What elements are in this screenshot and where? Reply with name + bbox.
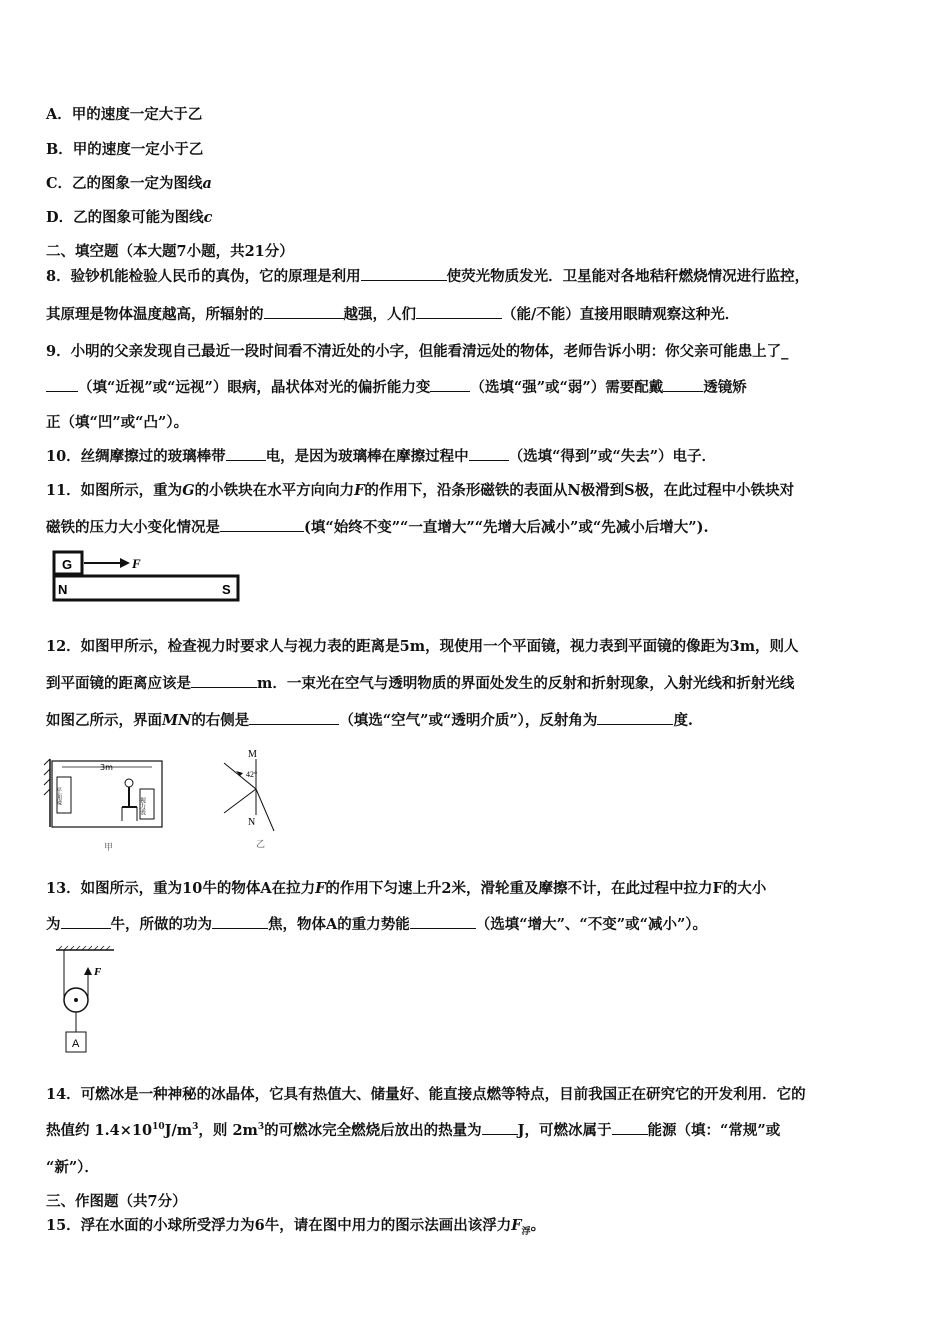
q13-blank2[interactable] (212, 914, 268, 929)
q14-line2: 热值约 $1.4\times 10^{10}J/m^3$，则 $2m^3$的可燃冰完全燃烧后放出的热量为 J，可燃冰属于 能源（填：“常规”或 (46, 1122, 781, 1139)
q13-line2: 为 牛，所做的功为 焦，物体A的重力势能 （选填“增大”、“不变”或“减小”）。 (46, 916, 708, 933)
person-head (125, 779, 133, 787)
q12-line3: 如图乙所示，界面MN的右侧是 （填选“空气”或“透明介质”），反射角为 度. (46, 712, 693, 729)
q9-blank2[interactable] (430, 377, 470, 392)
pulley-axle (74, 998, 78, 1002)
q14-blank2[interactable] (612, 1120, 648, 1135)
option-d: D．乙的图象可能为图线c (46, 209, 213, 226)
force-arrow-up (84, 967, 92, 975)
q13-line1: 13．如图所示，重为10牛的物体A在拉力F的作用下匀速上升2米，滑轮重及摩擦不计，在此过程中拉力F的大小 (46, 880, 767, 897)
q8-line1: 8．验钞机能检验人民币的真伪，它的原理是利用 使荧光物质发光．卫星能对各地秸秆燃烧情况进行监控， (46, 268, 810, 285)
q13-blank3[interactable] (410, 914, 476, 929)
reflected-ray (224, 789, 256, 813)
q8-blank2[interactable] (264, 304, 344, 319)
q11-blank1[interactable] (220, 517, 304, 532)
label-m: M (248, 749, 257, 760)
caption-yi: 乙 (256, 840, 266, 850)
q15-line: 15．浮在水面的小球所受浮力为6牛，请在图中用力的图示法画出该浮力$F_浮$。 (46, 1217, 546, 1237)
chart-label: 视力表 (138, 797, 146, 815)
section2-heading: 二、填空题（本大题7小题，共21分） (46, 243, 294, 260)
label-a: A (72, 1038, 80, 1050)
refracted-ray (256, 789, 274, 831)
q8-line2: 其原理是物体温度越高，所辐射的 越强，人们 （能/不能）直接用眼睛观察这种光． (46, 306, 740, 323)
q14-blank1[interactable] (482, 1120, 518, 1135)
q9-blank1[interactable] (46, 377, 78, 392)
q14-line1: 14．可燃冰是一种神秘的冰晶体，它具有热值大、储量好、能直接点燃等特点，目前我国正在研究它的开发利用．它的 (46, 1086, 806, 1103)
option-c: C．乙的图象一定为图线a (46, 175, 212, 192)
block-label-g: G (62, 557, 73, 572)
q10-blank1[interactable] (226, 446, 266, 461)
q12-blank1[interactable] (191, 673, 257, 688)
fig12b-refraction (212, 745, 292, 855)
label-n: N (248, 817, 256, 828)
q9-line3: 正（填“凹”或“凸”）。 (46, 414, 189, 431)
q13-blank1[interactable] (61, 914, 111, 929)
pole-n: N (58, 582, 68, 597)
q12-blank2[interactable] (249, 710, 339, 725)
caption-jia: 甲 (104, 843, 114, 853)
option-b: B．甲的速度一定小于乙 (46, 141, 204, 158)
q10-blank2[interactable] (469, 446, 509, 461)
q11-line2: 磁铁的压力大小变化情况是 (填“始终不变”“一直增大”“先增大后减小”或“先减小后增大”). (46, 519, 709, 536)
q12-line1: 12．如图甲所示，检查视力时要求人与视力表的距离是5m，现使用一个平面镜，视力表到平面镜的像距为3m，则人 (46, 638, 799, 655)
force-label-f: F (132, 556, 141, 571)
q10-line: 10．丝绸摩擦过的玻璃棒带 电，是因为玻璃棒在摩擦过程中 （选填“得到”或“失去”）电子． (46, 448, 717, 465)
pole-s: S (222, 582, 231, 597)
dist-label: 3m (100, 763, 113, 772)
q9-line2: （填“近视”或“远视”）眼病，晶状体对光的偏折能力变 （选填“强”或“弱”）需要配戴 透镜矫 (46, 376, 747, 397)
fig11-magnet (52, 548, 242, 604)
fig12a-eye-test (42, 755, 172, 855)
q9-blank3[interactable] (663, 377, 703, 392)
q8-blank1[interactable] (361, 266, 447, 281)
force-arrow-head (120, 558, 130, 568)
option-a: A．甲的速度一定大于乙 (46, 106, 203, 123)
bar-magnet (54, 576, 238, 600)
q14-line3: “新”）． (46, 1159, 99, 1176)
fig13-pulley (52, 945, 122, 1060)
section3-heading: 三、作图题（共7分） (46, 1193, 187, 1210)
q8-blank3[interactable] (416, 304, 502, 319)
q12-line2: 到平面镜的距离应该是 m．一束光在空气与透明物质的界面处发生的反射和折射现象，入射光线和折射光线 (46, 675, 795, 692)
q9-line1: 9．小明的父亲发现自己最近一段时间看不清近处的小字，但能看清远处的物体，老师告诉小明：你父亲可能患上了_ (46, 343, 789, 360)
mirror-label: 平面镜 (54, 787, 62, 805)
label-f: F (94, 966, 102, 978)
q12-blank3[interactable] (597, 710, 673, 725)
angle-label: 42° (246, 770, 258, 779)
q11-line1: 11．如图所示，重为G的小铁块在水平方向向力F的作用下，沿条形磁铁的表面从N极滑到S极，在此过程中小铁块对 (46, 482, 795, 499)
